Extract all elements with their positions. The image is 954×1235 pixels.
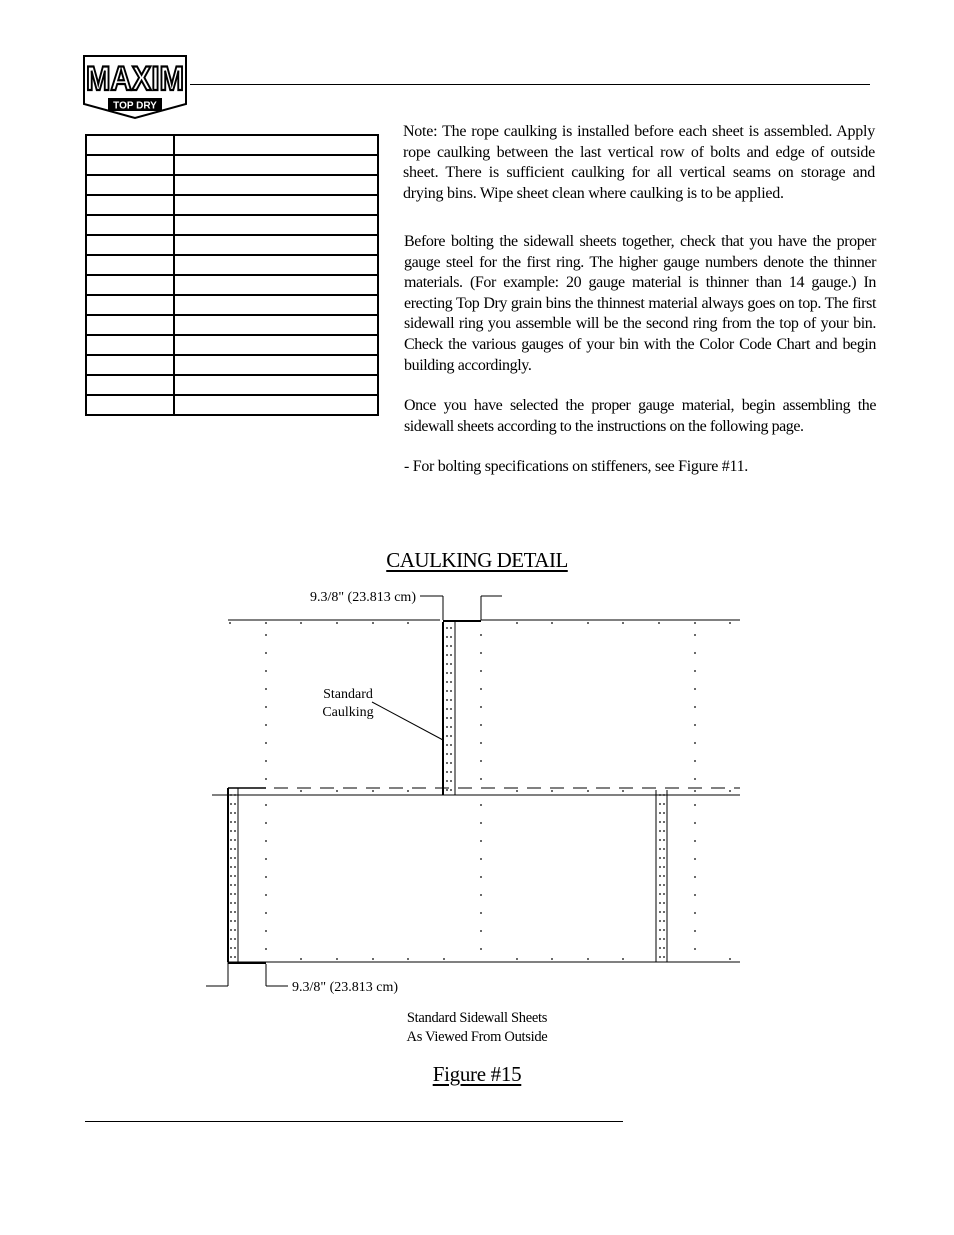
bolt-hole-dot (300, 958, 302, 960)
bolt-hole-dot (480, 876, 482, 878)
bolt-hole-dot (446, 663, 448, 665)
bolt-hole-dot (230, 857, 232, 859)
bolt-hole-dot (663, 848, 665, 850)
bolt-hole-dot (230, 839, 232, 841)
bolt-hole-dot (234, 929, 236, 931)
bolt-hole-dot (694, 634, 696, 636)
bolt-hole-dot (446, 744, 448, 746)
bolt-hole-dot (694, 742, 696, 744)
bolt-hole-dot (694, 858, 696, 860)
color-table-cell (86, 355, 174, 375)
bolt-hole-dot (450, 627, 452, 629)
bolt-hole-dot (659, 830, 661, 832)
color-table-cell (86, 395, 174, 415)
color-table-cell (174, 195, 378, 215)
bolt-hole-dot (234, 830, 236, 832)
bolt-hole-dot (443, 958, 445, 960)
bolt-hole-dot (230, 911, 232, 913)
bolt-hole-dot (372, 958, 374, 960)
header-rule (190, 84, 870, 85)
bolt-hole-dot (450, 771, 452, 773)
bolt-hole-dot (336, 958, 338, 960)
bolt-hole-dot (446, 699, 448, 701)
bolt-hole-dot (480, 634, 482, 636)
bolt-hole-dot (234, 956, 236, 958)
bolt-hole-dot (300, 790, 302, 792)
callout-label-caulking: Caulking (322, 705, 374, 720)
bolt-hole-dot (230, 821, 232, 823)
bolt-hole-dot (372, 790, 374, 792)
bolt-hole-dot (658, 622, 660, 624)
bolt-hole-dot (480, 670, 482, 672)
bolt-hole-dot (446, 690, 448, 692)
caulking-detail-diagram (200, 580, 760, 1000)
bolt-hole-dot (234, 821, 236, 823)
color-table-row (86, 135, 378, 155)
color-table-cell (86, 315, 174, 335)
bolt-hole-dot (234, 893, 236, 895)
bolt-hole-dot (446, 789, 448, 791)
bolt-hole-dot (265, 760, 267, 762)
bolt-hole-dot (694, 724, 696, 726)
bolt-hole-dot (480, 840, 482, 842)
bolt-hole-dot (265, 948, 267, 950)
bolt-hole-dot (659, 920, 661, 922)
bolt-hole-dot (230, 848, 232, 850)
color-table-cell (174, 295, 378, 315)
bolt-hole-dot (265, 706, 267, 708)
bolt-hole-dot (265, 742, 267, 744)
bolt-hole-dot (480, 948, 482, 950)
diagram-caption-line1: Standard Sidewall Sheets (406, 1010, 548, 1026)
bolt-hole-dot (663, 947, 665, 949)
bolt-hole-dot (265, 634, 267, 636)
bolt-hole-dot (234, 812, 236, 814)
bolt-hole-dot (234, 947, 236, 949)
bolt-hole-dot (551, 958, 553, 960)
bolt-hole-dot (659, 938, 661, 940)
bolt-hole-dot (659, 956, 661, 958)
bolt-hole-dot (450, 672, 452, 674)
bolt-hole-dot (694, 876, 696, 878)
footer-rule (85, 1121, 623, 1122)
color-table-cell (174, 155, 378, 175)
bolt-hole-dot (265, 724, 267, 726)
figure-title: CAULKING DETAIL (386, 548, 568, 572)
bolt-hole-dot (230, 947, 232, 949)
bolt-hole-dot (659, 812, 661, 814)
bolt-hole-dot (551, 622, 553, 624)
color-table-cell (174, 335, 378, 355)
bolt-hole-dot (663, 821, 665, 823)
bolt-hole-dot (694, 778, 696, 780)
color-table-row (86, 175, 378, 195)
bolt-hole-dot (300, 622, 302, 624)
bolt-hole-dot (480, 822, 482, 824)
bolt-hole-dot (694, 804, 696, 806)
bolt-hole-dot (663, 857, 665, 859)
bolt-hole-dot (446, 627, 448, 629)
bolt-hole-dot (480, 724, 482, 726)
bolt-hole-dot (450, 699, 452, 701)
bolt-hole-dot (659, 794, 661, 796)
diagram-caption-line2: As Viewed From Outside (406, 1029, 548, 1045)
color-table-cell (174, 215, 378, 235)
bolt-hole-dot (446, 780, 448, 782)
bolt-hole-dot (450, 744, 452, 746)
bolt-hole-dot (372, 622, 374, 624)
bolt-hole-dot (694, 760, 696, 762)
color-table-cell (86, 215, 174, 235)
bolt-hole-dot (663, 794, 665, 796)
bolt-hole-dot (659, 875, 661, 877)
bolt-hole-dot (265, 670, 267, 672)
color-table-row (86, 195, 378, 215)
bolt-hole-dot (446, 681, 448, 683)
color-table-cell (86, 375, 174, 395)
bolt-hole-dot (450, 690, 452, 692)
color-table-cell (174, 355, 378, 375)
bolt-hole-dot (446, 672, 448, 674)
color-table-cell (174, 235, 378, 255)
bolt-hole-dot (446, 735, 448, 737)
bolt-hole-dot (480, 688, 482, 690)
bolt-hole-dot (234, 839, 236, 841)
color-table-cell (86, 195, 174, 215)
bolt-hole-dot (450, 753, 452, 755)
bolt-hole-dot (446, 708, 448, 710)
bolt-hole-dot (336, 790, 338, 792)
bolt-hole-dot (234, 848, 236, 850)
bolt-hole-dot (480, 804, 482, 806)
bolt-hole-dot (622, 958, 624, 960)
bolt-hole-dot (450, 681, 452, 683)
bolt-hole-dot (265, 840, 267, 842)
bolt-hole-dot (694, 948, 696, 950)
bolt-hole-dot (663, 830, 665, 832)
bolt-hole-dot (663, 875, 665, 877)
color-table-cell (86, 235, 174, 255)
bolt-hole-dot (659, 929, 661, 931)
color-table-cell (174, 315, 378, 335)
bolt-hole-dot (663, 812, 665, 814)
bolt-hole-dot (450, 708, 452, 710)
bolt-hole-dot (663, 893, 665, 895)
bolt-hole-dot (450, 717, 452, 719)
bolt-hole-dot (480, 706, 482, 708)
bolt-hole-dot (265, 876, 267, 878)
color-table-cell (86, 135, 174, 155)
color-code-table (85, 134, 379, 416)
color-table-row (86, 335, 378, 355)
maxim-top-dry-logo (82, 54, 188, 120)
bolt-hole-dot (230, 884, 232, 886)
color-table-cell (86, 275, 174, 295)
color-table-cell (174, 395, 378, 415)
bolt-hole-dot (450, 780, 452, 782)
bolt-hole-dot (234, 920, 236, 922)
bolt-hole-dot (663, 902, 665, 904)
gauge-check-paragraph: Before bolting the sidewall sheets together, check that you have the proper gauge steel for the first ring. The higher gauge numbers denote the thinner materials. (For example: 20 gauge material is thinner than 14 gauge.) In erecting Top Dry grain bins the thinnest material always goes on top. The first sidewall ring you assemble will be the second ring from the top of your bin. Check the various gauges of your bin with the Color Code Chart and begin building accordingly. (404, 233, 876, 374)
bolt-hole-dot (230, 866, 232, 868)
bolt-hole-dot (480, 760, 482, 762)
bolt-hole-dot (663, 803, 665, 805)
dimension-label-top: 9.3/8" (23.813 cm) (309, 590, 416, 605)
bolt-hole-dot (663, 866, 665, 868)
bolt-hole-dot (659, 839, 661, 841)
diagram-caption (0, 1009, 954, 1047)
bolt-hole-dot (230, 920, 232, 922)
bolt-hole-dot (230, 830, 232, 832)
bolt-hole-dot (230, 902, 232, 904)
bolt-hole-dot (587, 622, 589, 624)
bolt-hole-dot (694, 840, 696, 842)
bolt-hole-dot (446, 726, 448, 728)
bolt-hole-dot (663, 911, 665, 913)
bolt-hole-dot (336, 622, 338, 624)
bolt-hole-dot (729, 958, 731, 960)
color-table-row (86, 235, 378, 255)
bolt-hole-dot (480, 778, 482, 780)
bolt-hole-dot (694, 894, 696, 896)
bolt-hole-dot (407, 622, 409, 624)
bolt-hole-dot (587, 958, 589, 960)
bolt-hole-dot (446, 753, 448, 755)
bolt-hole-dot (659, 803, 661, 805)
bolt-hole-dot (694, 790, 696, 792)
bolt-hole-dot (663, 884, 665, 886)
bolt-hole-dot (234, 866, 236, 868)
bolt-hole-dot (234, 794, 236, 796)
callout-label-standard: Standard (323, 687, 373, 702)
logo-subtext: TOP DRY (113, 100, 157, 112)
bolt-hole-dot (450, 762, 452, 764)
bolt-hole-dot (450, 735, 452, 737)
color-table-cell (174, 135, 378, 155)
bolt-hole-dot (659, 848, 661, 850)
color-table-cell (174, 375, 378, 395)
bolt-hole-dot (694, 688, 696, 690)
bolt-hole-dot (265, 688, 267, 690)
bolt-hole-dot (480, 742, 482, 744)
bolt-hole-dot (659, 821, 661, 823)
bolt-hole-dot (659, 911, 661, 913)
bolt-hole-dot (265, 930, 267, 932)
bolt-hole-dot (694, 930, 696, 932)
bolt-hole-dot (450, 726, 452, 728)
color-table-row (86, 155, 378, 175)
dimension-label-bottom: 9.3/8" (23.813 cm) (292, 980, 399, 995)
color-table-cell (174, 175, 378, 195)
bolt-hole-dot (694, 822, 696, 824)
bolt-hole-dot (694, 622, 696, 624)
color-table-row (86, 315, 378, 335)
caulking-note-paragraph: Note: The rope caulking is installed before each sheet is assembled. Apply rope caulking between the last vertical row of bolts and edge of outside sheet. There is sufficient caulking for all vertical seams on storage and drying bins. Wipe sheet clean where caulking is to be applied. (403, 123, 875, 202)
bolt-hole-dot (265, 894, 267, 896)
bolt-hole-dot (229, 622, 231, 624)
bolt-hole-dot (659, 866, 661, 868)
bolt-hole-dot (234, 875, 236, 877)
bolt-hole-dot (265, 652, 267, 654)
bolt-hole-dot (659, 893, 661, 895)
color-table-row (86, 375, 378, 395)
bolt-hole-dot (480, 858, 482, 860)
figure-number-label: Figure #15 (432, 1062, 522, 1086)
assembly-paragraph: Once you have selected the proper gauge material, begin assembling the sidewall sheets according to the instructions on the following page. (404, 397, 876, 435)
bolt-hole-dot (480, 652, 482, 654)
bolt-hole-dot (407, 790, 409, 792)
color-table-cell (86, 335, 174, 355)
bolt-hole-dot (663, 839, 665, 841)
color-table-row (86, 215, 378, 235)
bolt-hole-dot (234, 884, 236, 886)
color-table-cell (174, 255, 378, 275)
bolt-hole-dot (230, 794, 232, 796)
bolt-hole-dot (663, 956, 665, 958)
bolt-hole-dot (587, 790, 589, 792)
bolt-hole-dot (622, 790, 624, 792)
bolt-hole-dot (265, 622, 267, 624)
bolt-hole-dot (659, 857, 661, 859)
bolt-hole-dot (480, 930, 482, 932)
bolt-hole-dot (446, 645, 448, 647)
bolt-hole-dot (729, 790, 731, 792)
color-table-row (86, 255, 378, 275)
bolt-hole-dot (450, 663, 452, 665)
bolt-hole-dot (659, 884, 661, 886)
bolt-hole-dot (663, 920, 665, 922)
bolt-hole-dot (265, 778, 267, 780)
bolt-hole-dot (694, 670, 696, 672)
bolt-hole-dot (663, 938, 665, 940)
bolt-hole-dot (234, 902, 236, 904)
bolt-hole-dot (234, 803, 236, 805)
color-table-cell (86, 295, 174, 315)
bolt-hole-dot (230, 875, 232, 877)
bolt-hole-dot (446, 771, 448, 773)
bolt-hole-dot (551, 790, 553, 792)
logo-text: MAXIM (86, 60, 184, 98)
bolt-hole-dot (516, 622, 518, 624)
color-table-row (86, 395, 378, 415)
bolt-hole-dot (694, 912, 696, 914)
bolt-hole-dot (516, 958, 518, 960)
bolt-hole-dot (446, 717, 448, 719)
bolt-hole-dot (450, 645, 452, 647)
color-table-cell (86, 175, 174, 195)
bolt-hole-dot (230, 938, 232, 940)
color-table-row (86, 275, 378, 295)
bolt-hole-dot (446, 762, 448, 764)
bolt-hole-dot (516, 790, 518, 792)
bolt-hole-dot (694, 652, 696, 654)
bolt-hole-dot (450, 636, 452, 638)
bolt-hole-dot (265, 912, 267, 914)
bolt-hole-dot (450, 654, 452, 656)
bolt-hole-dot (230, 929, 232, 931)
bolting-specification-note: - For bolting specifications on stiffeners, see Figure #11. (404, 458, 749, 475)
bolt-hole-dot (265, 858, 267, 860)
bolt-hole-dot (663, 929, 665, 931)
bolt-hole-dot (622, 622, 624, 624)
bolt-hole-dot (446, 636, 448, 638)
bolt-hole-dot (480, 912, 482, 914)
bolt-hole-dot (659, 902, 661, 904)
bolt-hole-dot (450, 789, 452, 791)
bolt-hole-dot (234, 938, 236, 940)
bolt-hole-dot (265, 804, 267, 806)
bolt-hole-dot (407, 958, 409, 960)
bolt-hole-dot (694, 706, 696, 708)
bolt-hole-dot (230, 893, 232, 895)
bolt-hole-dot (230, 812, 232, 814)
bolt-hole-dot (446, 654, 448, 656)
bolt-hole-dot (230, 956, 232, 958)
bolt-hole-dot (265, 822, 267, 824)
bolt-hole-dot (234, 857, 236, 859)
bolt-hole-dot (234, 911, 236, 913)
color-table-cell (174, 275, 378, 295)
bolt-hole-dot (659, 947, 661, 949)
color-table-row (86, 295, 378, 315)
bolt-hole-dot (729, 622, 731, 624)
color-table-cell (86, 255, 174, 275)
color-table-row (86, 355, 378, 375)
color-table-cell (86, 155, 174, 175)
bolt-hole-dot (230, 803, 232, 805)
bolt-hole-dot (480, 894, 482, 896)
